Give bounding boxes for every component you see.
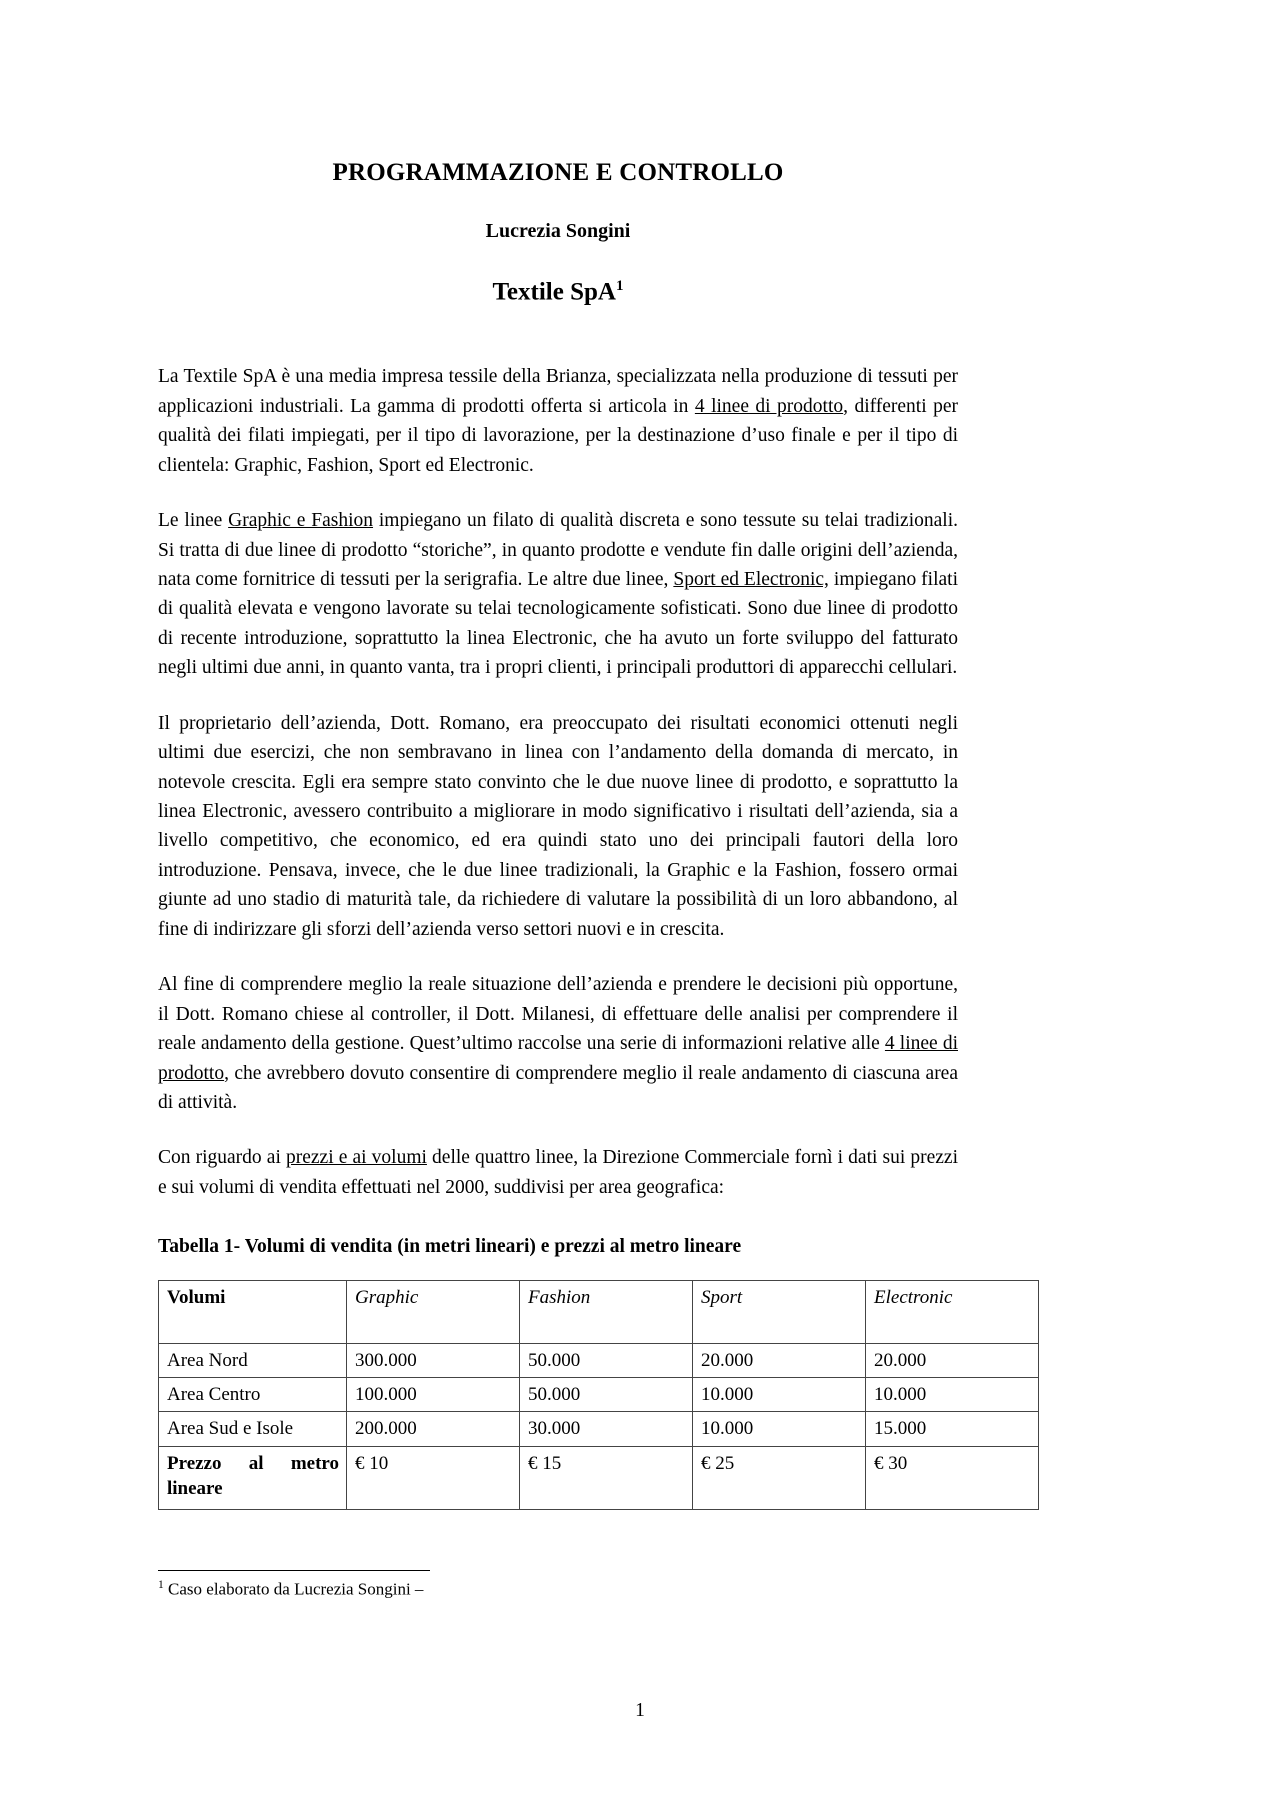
cell-centro-sport: 10.000 bbox=[693, 1378, 866, 1412]
table-header-fashion: Fashion bbox=[520, 1281, 693, 1344]
footnote-text bbox=[158, 1577, 958, 1601]
cell-nord-fashion: 50.000 bbox=[520, 1344, 693, 1378]
underlined-phrase-product-lines: 4 linee di prodotto bbox=[694, 395, 844, 417]
cell-price-graphic: € 10 bbox=[347, 1446, 520, 1509]
page-number: 1 bbox=[635, 1700, 645, 1721]
cell-sud-fashion: 30.000 bbox=[520, 1412, 693, 1446]
paragraph-text: , differenti per qualità dei filati impiegati, per il tipo di lavorazione, per la destinazione d’uso finale e per il tipo di clientela: Graphic, Fashion, Sport ed Electronic. bbox=[158, 395, 958, 476]
document-author: Lucrezia Songini bbox=[485, 220, 631, 242]
table-row bbox=[159, 1378, 1039, 1412]
cell-sud-sport: 10.000 bbox=[693, 1412, 866, 1446]
row-label-area-centro: Area Centro bbox=[159, 1378, 347, 1412]
underlined-phrase-sport-electronic: Sport ed Electronic, bbox=[673, 568, 829, 590]
paragraph-controller-analysis bbox=[158, 944, 958, 1117]
paragraph-text: Al fine di comprendere meglio la reale situazione dell’azienda e prendere le decisioni più opportune, il Dott. Romano chiese al controller, il Dott. Milanesi, di effettuare delle analisi per comprendere il reale andamento della gestione. Quest’ultimo raccolse una serie di informazioni relative alle bbox=[158, 974, 958, 1055]
paragraph-text: Con riguardo ai bbox=[158, 1147, 286, 1169]
row-label-price-per-meter: Prezzo al metro lineare bbox=[159, 1446, 347, 1509]
paragraph-text: impiegano filati di qualità elevata e vengono lavorate su telai tecnologicamente sofisticati. Sono due linee di prodotto di recente introduzione, soprattutto la linea Electronic, che ha avuto un forte sviluppo del fatturato negli ultimi due anni, in quanto vanta, tra i propri clienti, i principali produttori di apparecchi cellulari. bbox=[158, 568, 958, 679]
cell-price-sport: € 25 bbox=[693, 1446, 866, 1509]
paragraph-text: Le linee bbox=[158, 510, 229, 532]
paragraph-prices-volumes bbox=[158, 1117, 958, 1202]
paragraph-intro bbox=[158, 307, 958, 480]
cell-centro-electronic: 10.000 bbox=[866, 1378, 1039, 1412]
table-header-label: Volumi bbox=[159, 1281, 347, 1344]
cell-sud-graphic: 200.000 bbox=[347, 1412, 520, 1446]
underlined-phrase-graphic-fashion: Graphic e Fashion bbox=[228, 510, 374, 532]
table-header-electronic: Electronic bbox=[866, 1281, 1039, 1344]
paragraph-text: La Textile SpA è una media impresa tessile della Brianza, specializzata nella produzione di tessuti per applicazioni industriali. La gamma di prodotti offerta si articola in bbox=[158, 366, 958, 417]
paragraph-text: , che avrebbero dovuto consentire di comprendere meglio il reale andamento di ciascuna area di attività. bbox=[158, 1062, 958, 1113]
paragraph-text: delle quattro linee, la Direzione Commerciale fornì i dati sui prezzi e sui volumi di vendita effettuati nel 2000, suddivisi per area geografica: bbox=[158, 1147, 959, 1198]
paragraph-product-lines bbox=[158, 480, 958, 683]
sales-volumes-table bbox=[158, 1280, 1039, 1509]
table-header-row bbox=[159, 1281, 1039, 1344]
cell-price-fashion: € 15 bbox=[520, 1446, 693, 1509]
footnote-area bbox=[158, 1570, 958, 1601]
cell-price-electronic: € 30 bbox=[866, 1446, 1039, 1509]
table-row bbox=[159, 1344, 1039, 1378]
cell-nord-electronic: 20.000 bbox=[866, 1344, 1039, 1378]
underlined-phrase-product-lines-2: 4 linee di prodotto bbox=[158, 1033, 958, 1084]
footnote-separator-rule bbox=[158, 1570, 430, 1571]
table-price-row bbox=[159, 1446, 1039, 1509]
paragraph-owner-concerns: Il proprietario dell’azienda, Dott. Romano, era preoccupato dei risultati economici ottenuti negli ultimi due esercizi, che non sembravano in linea con l’andamento della domanda di mercato, in notevole crescita. Egli era sempre stato convinto che le due nuove linee di prodotto, e soprattutto la linea Electronic, avessero contribuito a migliorare in modo significativo i risultati dell’azienda, sia a livello competitivo, che economico, ed era quindi stato uno dei principali fautori della loro introduzione. Pensava, invece, che le due linee tradizionali, la Graphic e la Fashion, fossero ormai giunte ad uno stadio di maturità tale, da richiedere di valutare la possibilità di un loro abbandono, al fine di indirizzare gli sforzi dell’azienda verso settori nuovi e in crescita. bbox=[158, 712, 958, 940]
underlined-phrase-prices-volumes: prezzi e ai volumi bbox=[285, 1147, 427, 1169]
footnote-body: Caso elaborato da Lucrezia Songini – bbox=[163, 1579, 424, 1599]
page-title: PROGRAMMAZIONE E CONTROLLO bbox=[332, 159, 784, 186]
footnote-marker: 1 bbox=[615, 278, 624, 294]
paragraph-text: impiegano un filato di qualità discreta e sono tessute su telai tradizionali. Si tratta di due linee di prodotto “storiche”, in quanto prodotte e vendute fin dalle origini dell’azienda, nata come fornitrice di tessuti per la serigrafia. Le altre due linee, bbox=[158, 510, 958, 590]
cell-nord-graphic: 300.000 bbox=[347, 1344, 520, 1378]
cell-centro-fashion: 50.000 bbox=[520, 1378, 693, 1412]
table-row bbox=[159, 1412, 1039, 1446]
footnote-number: 1 bbox=[158, 1578, 164, 1591]
cell-centro-graphic: 100.000 bbox=[347, 1378, 520, 1412]
table-header-sport: Sport bbox=[693, 1281, 866, 1344]
document-subtitle bbox=[158, 243, 958, 307]
table-caption: Tabella 1- Volumi di vendita (in metri lineari) e prezzi al metro lineare bbox=[158, 1236, 742, 1258]
row-label-area-sud: Area Sud e Isole bbox=[159, 1412, 347, 1446]
document-content bbox=[158, 0, 958, 1510]
cell-sud-electronic: 15.000 bbox=[866, 1412, 1039, 1446]
cell-nord-sport: 20.000 bbox=[693, 1344, 866, 1378]
table-header-graphic: Graphic bbox=[347, 1281, 520, 1344]
row-label-area-nord: Area Nord bbox=[159, 1344, 347, 1378]
document-subtitle-text: Textile SpA bbox=[492, 278, 616, 306]
